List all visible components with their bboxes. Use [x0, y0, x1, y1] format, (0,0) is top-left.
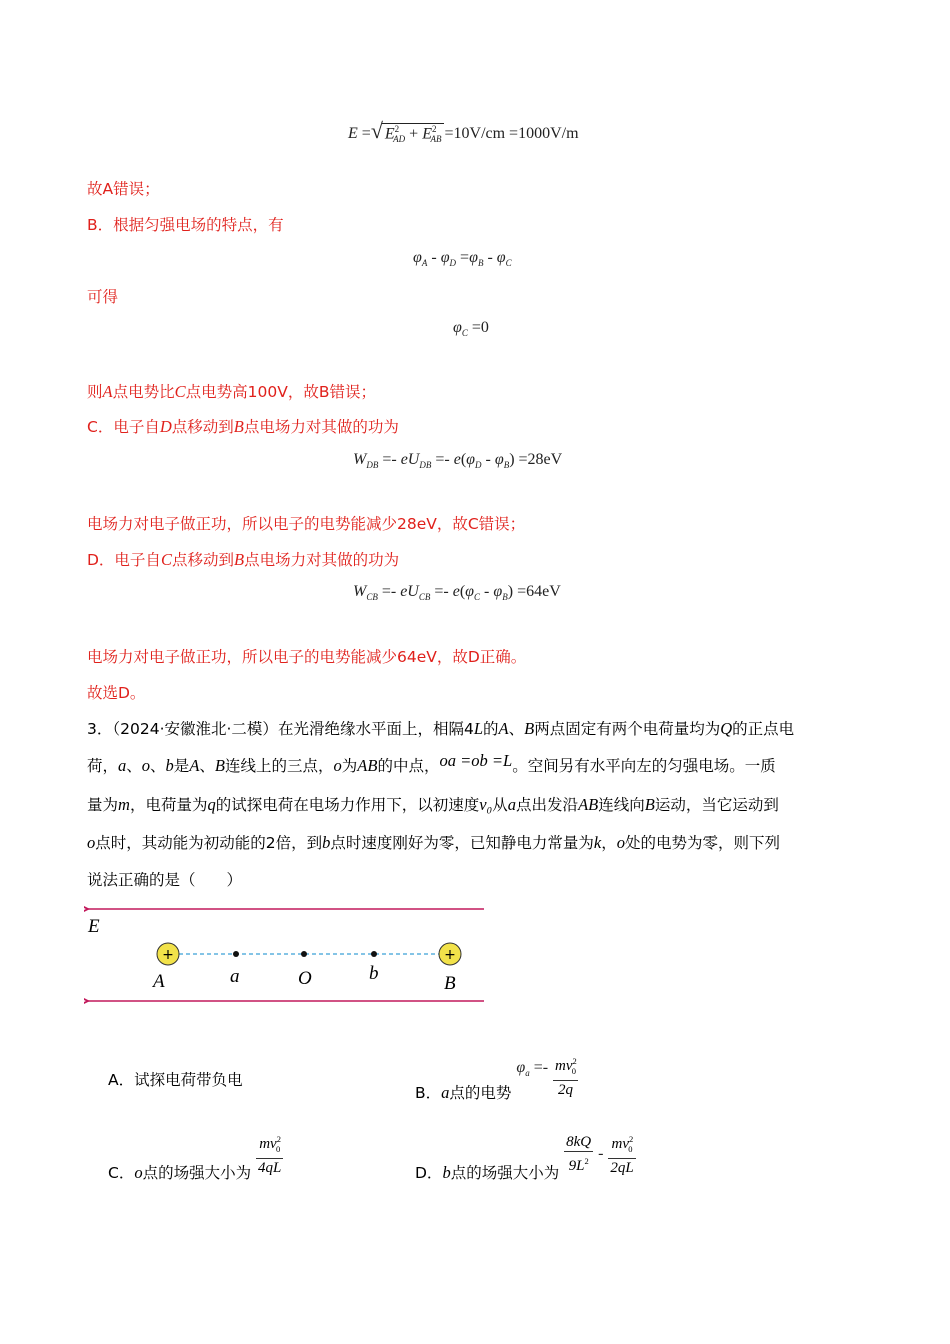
text-run: 荷，: [87, 757, 119, 775]
phi-sub: D: [449, 258, 457, 268]
formula-symbol: E: [348, 125, 358, 142]
formula-exp: 2: [394, 123, 400, 134]
phi-symbol: φ: [496, 249, 506, 266]
text-run: 、: [508, 720, 525, 738]
option-c-fraction: [256, 1130, 283, 1177]
text-run: 点电势比: [112, 383, 175, 401]
option-label: B．: [415, 1084, 442, 1102]
numerator: 8kQ: [566, 1133, 592, 1150]
paren: ): [507, 583, 514, 600]
phi-symbol: φ: [413, 249, 422, 266]
formula-sub: DB: [419, 460, 432, 470]
point-label: D: [159, 417, 172, 436]
phi-symbol: φ: [516, 1059, 526, 1076]
text-run: ，: [601, 834, 617, 852]
text-run: 运动，当它运动到: [654, 796, 779, 814]
question-line-3: [87, 794, 779, 816]
text-run: 的: [483, 720, 499, 738]
var-v0: v₀: [479, 795, 493, 814]
text-run: 连线向: [598, 796, 645, 814]
formula-sub: AD: [393, 134, 406, 144]
formula-sub: 0: [275, 1144, 281, 1154]
text-run: 的正点电: [732, 720, 795, 738]
phi-sub: B: [477, 258, 484, 268]
formula-op: =-: [430, 583, 453, 600]
formula-field-strength: E =√ $E^2_{AD} + E^2_{AB} =10V/cm =1000V/m$: [348, 118, 579, 144]
text-run: 、: [199, 757, 215, 775]
numerator: mv: [259, 1136, 277, 1152]
paren: (: [459, 583, 466, 600]
paren: (: [460, 451, 467, 468]
formula-sub: CB: [418, 592, 431, 602]
point-label: B: [644, 795, 655, 814]
solution-a-wrong: 故A错误；: [87, 180, 160, 198]
text-run: 点电场力对其做的功为: [243, 418, 399, 436]
segment-label: AB: [578, 795, 599, 814]
phi-sub: B: [502, 592, 508, 602]
solution-d-intro: [87, 549, 399, 571]
formula-phi-c: [453, 319, 489, 338]
question-line-4: [87, 832, 780, 854]
solution-c-conclusion: 电场力对电子做正功，所以电子的电势能减少28eV，故C错误；: [87, 515, 526, 533]
charge-b-plus: +: [444, 947, 456, 963]
label-O: O: [298, 968, 312, 989]
text-run: 点出发沿: [516, 796, 579, 814]
phi-symbol: φ: [465, 583, 475, 600]
point-label: A: [102, 382, 113, 401]
text-run: 两点固定有两个电荷量均为: [534, 720, 721, 738]
formula-op: =-: [382, 451, 401, 468]
point-label: B: [233, 550, 245, 569]
formula-work-db: [353, 451, 562, 470]
point-label: b: [322, 833, 331, 852]
phi-symbol: φ: [493, 583, 503, 600]
text-run: 点时速度刚好为零，已知静电力常量为: [330, 834, 594, 852]
inline-formula: oa =ob =L: [439, 751, 513, 770]
text-run: 点电场力对其做的功为: [244, 551, 400, 569]
point-label: A: [189, 756, 200, 775]
point-label: o: [141, 756, 151, 775]
minus-sign: -: [598, 1145, 604, 1162]
solution-answer: 故选D。: [87, 684, 146, 702]
formula-symbol: eU: [400, 583, 419, 600]
text-run: 的中点，: [377, 757, 440, 775]
text-run: 点移动到: [171, 551, 234, 569]
phi-symbol: φ: [494, 451, 504, 468]
question-source: （2024·安徽淮北·二模）: [112, 720, 278, 738]
formula-symbol: W: [353, 451, 367, 468]
denominator: 4qL: [258, 1160, 282, 1176]
point-label: A: [498, 719, 509, 738]
point-label: b: [442, 1163, 451, 1182]
text-run: 连线上的三点，: [225, 757, 334, 775]
solution-b-intro: B．根据匀强电场的特点，有: [87, 216, 284, 234]
text-run: 、: [126, 757, 142, 775]
var-Q: Q: [720, 719, 733, 738]
question-line-2: [87, 751, 776, 777]
formula-tail: =10V/cm =1000V/m: [444, 125, 579, 142]
formula-rhs: =0: [471, 319, 489, 336]
formula-plus: +: [409, 125, 419, 142]
option-d-fraction-2: [608, 1130, 635, 1177]
formula-exp: 2: [572, 1056, 577, 1066]
formula-symbol: e: [453, 451, 461, 468]
option-d-fraction-1: [564, 1133, 593, 1175]
field-label-e: E: [88, 916, 100, 937]
point-label: b: [165, 756, 174, 775]
formula-exp: 2: [584, 1155, 589, 1166]
formula-rhs: =64eV: [517, 583, 561, 600]
text-run: 点的场强大小为: [450, 1164, 560, 1182]
text-run: 在光滑绝缘水平面上，相隔4: [277, 720, 474, 738]
question-line-5: 说法正确的是（ ）: [87, 871, 243, 889]
phi-sub: B: [503, 460, 510, 470]
point-o-dot: [301, 951, 307, 957]
formula-rhs: =28eV: [518, 451, 563, 468]
formula-phi-relation: [413, 249, 512, 268]
text-run: 。空间另有水平向左的匀强电场。一质: [512, 757, 776, 775]
formula-exp: 2: [629, 1134, 634, 1144]
point-label: C: [174, 382, 186, 401]
paren: ): [509, 451, 515, 468]
option-a[interactable]: A．试探电荷带负电: [108, 1071, 243, 1089]
option-c[interactable]: [108, 1130, 283, 1182]
phi-symbol: φ: [440, 249, 450, 266]
segment-label: AB: [357, 756, 378, 775]
point-label: o: [87, 833, 96, 852]
formula-sub: 0: [628, 1144, 633, 1154]
text-run: 则: [87, 383, 103, 401]
solution-b-conclusion: [87, 381, 376, 403]
text-run: D．电子自: [87, 551, 161, 569]
minus-sign: -: [487, 249, 493, 266]
text-run: 点的电势: [449, 1084, 512, 1102]
minus-sign: -: [481, 451, 495, 468]
formula-sub: CB: [366, 592, 378, 602]
formula-exp: 2: [276, 1134, 281, 1144]
equals-sign: =: [460, 249, 470, 266]
denominator: 2qL: [610, 1160, 634, 1176]
formula-symbol: e: [452, 583, 460, 600]
phi-symbol: φ: [466, 451, 475, 468]
numerator: mv: [555, 1058, 573, 1074]
point-label: a: [441, 1083, 450, 1102]
option-b-fraction: [553, 1052, 578, 1099]
point-label: C: [160, 550, 172, 569]
text-run: 是: [173, 757, 190, 775]
option-label: C．: [108, 1164, 135, 1182]
label-a: a: [230, 966, 240, 987]
point-label: o: [134, 1163, 143, 1182]
formula-work-cb: [353, 583, 561, 602]
point-a-dot: [233, 951, 239, 957]
question-line-1: [87, 718, 794, 740]
point-label: B: [233, 417, 244, 436]
solution-d-conclusion: 电场力对电子做正功，所以电子的电势能减少64eV，故D正确。: [87, 648, 527, 666]
text-run: C．电子自: [87, 418, 160, 436]
text-run: 量为: [87, 796, 119, 814]
field-diagram: [84, 900, 494, 1012]
denominator: 2q: [558, 1082, 573, 1098]
formula-op: =-: [431, 451, 454, 468]
phi-sub: C: [474, 592, 481, 602]
formula-sub: AB: [430, 134, 442, 144]
formula-exp: 2: [431, 123, 437, 134]
text-run: 的试探电荷在电场力作用下，以初速度: [215, 796, 480, 814]
charge-a-plus: +: [162, 947, 174, 963]
sqrt-content: [382, 123, 445, 144]
phi-a-formula: [516, 1059, 548, 1076]
question-number: 3．: [87, 720, 113, 738]
option-b[interactable]: [415, 1044, 578, 1102]
text-run: 点电势高100V，故B错误；: [185, 383, 376, 401]
phi-sub: A: [421, 258, 428, 268]
phi-sub: C: [505, 258, 512, 268]
phi-sub: D: [475, 460, 482, 470]
phi-sub: C: [461, 328, 468, 338]
text-run: 点移动到: [171, 418, 234, 436]
point-label: o: [616, 833, 625, 852]
phi-sub: a: [525, 1068, 530, 1078]
var-L: L: [473, 719, 483, 738]
solution-c-intro: [87, 416, 399, 438]
point-label: a: [118, 756, 127, 775]
numerator: mv: [611, 1136, 630, 1152]
point-label: B: [214, 756, 226, 775]
minus-sign: -: [431, 249, 437, 266]
point-label: a: [507, 795, 517, 814]
minus-sign: -: [480, 583, 494, 600]
label-B: B: [444, 973, 456, 994]
solution-kede: 可得: [87, 288, 119, 306]
point-label: o: [333, 756, 342, 775]
formula-sub: 0: [571, 1066, 576, 1076]
point-b-dot: [371, 951, 377, 957]
formula-symbol: eU: [400, 451, 420, 468]
var-q: q: [207, 795, 216, 814]
formula-sub: DB: [366, 460, 379, 470]
formula-op: =-: [533, 1059, 549, 1076]
formula-symbol: E: [422, 125, 432, 142]
text-run: 为: [341, 757, 358, 775]
phi-symbol: φ: [469, 249, 478, 266]
text-run: 、: [150, 757, 166, 775]
formula-symbol: E: [384, 125, 395, 142]
text-run: 从: [492, 796, 508, 814]
text-run: 处的电势为零，则下列: [624, 834, 780, 852]
formula-op: =-: [381, 583, 401, 600]
label-b: b: [369, 963, 379, 984]
point-label: B: [524, 719, 535, 738]
denominator: 9L: [568, 1157, 585, 1174]
label-A: A: [153, 971, 165, 992]
phi-symbol: φ: [453, 319, 462, 336]
var-m: m: [118, 795, 130, 814]
option-label: D．: [415, 1164, 443, 1182]
text-run: 点时，其动能为初动能的2倍，到: [95, 834, 323, 852]
text-run: ，电荷量为: [129, 796, 208, 814]
var-k: k: [593, 833, 602, 852]
option-d[interactable]: [415, 1130, 636, 1182]
text-run: 点的场强大小为: [142, 1164, 252, 1182]
formula-symbol: W: [353, 583, 367, 600]
